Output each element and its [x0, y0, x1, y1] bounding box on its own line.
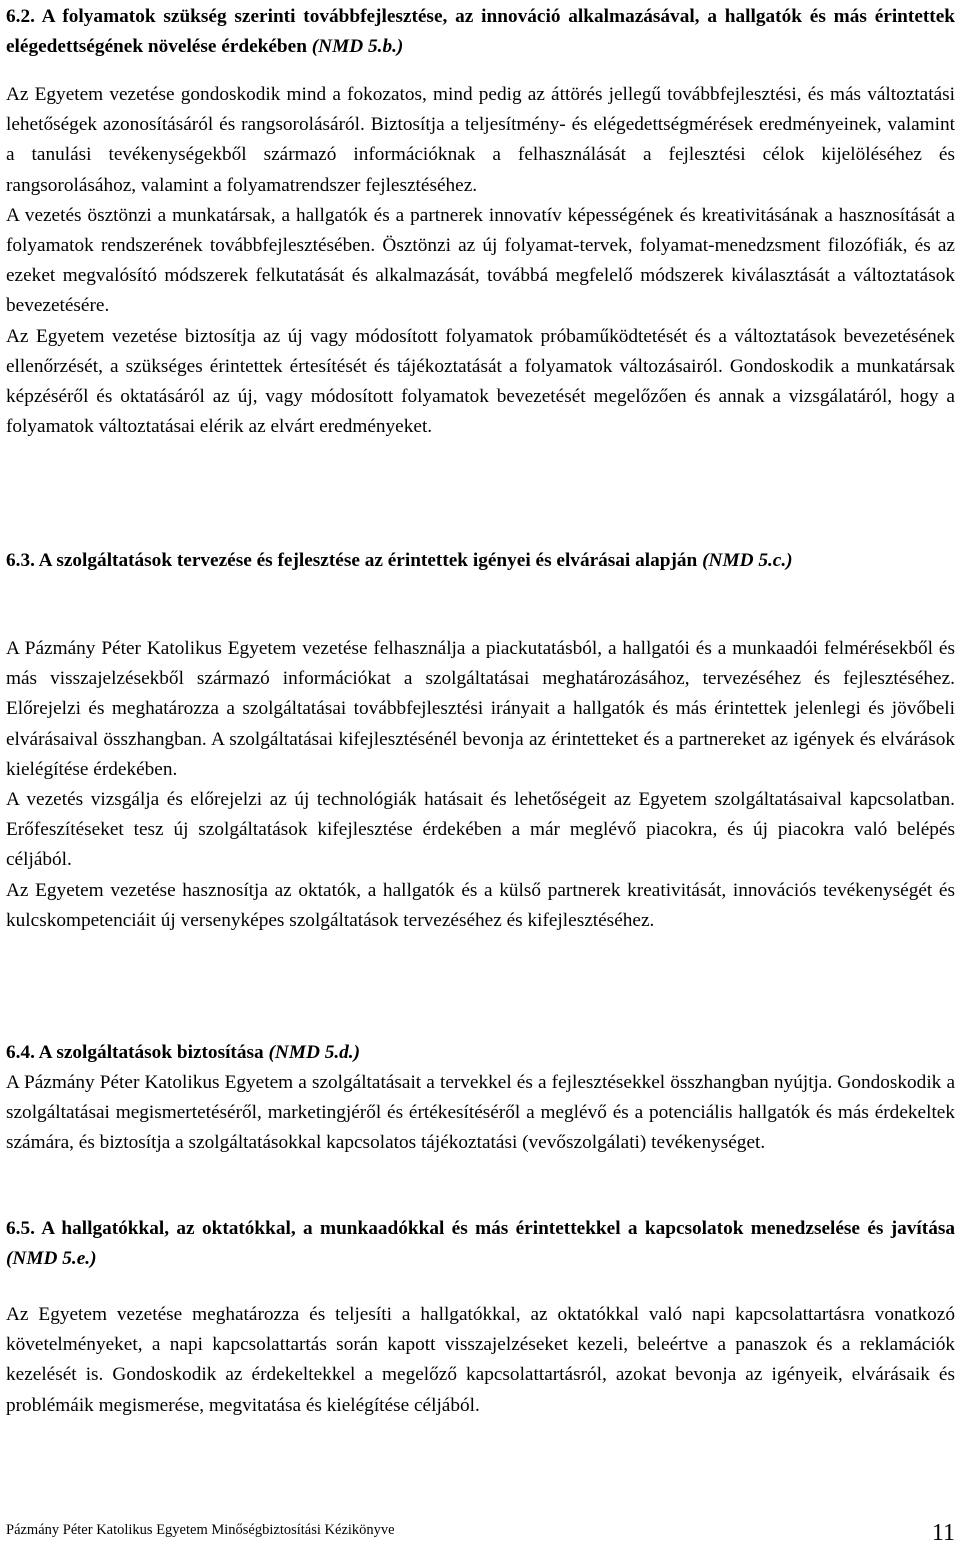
heading-ref: (NMD 5.d.)	[268, 1042, 361, 1063]
heading-ref: (NMD 5.e.)	[6, 1248, 97, 1270]
paragraph: Az Egyetem vezetése biztosítja az új vagy módosított folyamatok próbaműködtetését és a változtatások bevezetésének ellenőrzését, a szükséges érintettek értesítését és tájékoztatását a folyamatok változásairól. Gondoskodik a munkatársak képzéséről és oktatásáról az új, vagy módosított folyamatok bevezetését megelőzően és annak a vizsgálatáról, hogy a folyamatok változtatásai elérik az elvárt eredményeket.	[6, 325, 955, 438]
footer-title: Pázmány Péter Katolikus Egyetem Minőségbiztosítási Kézikönyve	[6, 1522, 395, 1538]
paragraph: Az Egyetem vezetése gondoskodik mind a fokozatos, mind pedig az áttörés jellegű továbbfejlesztési, és más változtatási lehetőségek azonosításáról és rangsorolásáról. Biztosítja a teljesítmény- és elégedettségmérések eredményeinek, valamint a tanulási tevékenységekből származó információknak a felhasználását a fejlesztési célok kijelöléséhez és rangsorolásához, valamint a folyamatrendszer fejlesztéséhez.	[6, 84, 955, 196]
paragraph: Az Egyetem vezetése meghatározza és teljesíti a hallgatókkal, az oktatókkal való napi kapcsolattartásra vonatkozó követelményeket, a napi kapcsolattartás során kapott visszajelzéseket kezeli, beleértve a panaszok és a reklamációk kezelését is. Gondoskodik az érdekeltekkel a megelőző kapcsolattartásról, azokat bevonja az igényeik, elvárásaik és problémáik megismerése, megvitatása és kielégítése céljából.	[6, 1304, 955, 1416]
section-heading	[6, 1214, 955, 1274]
paragraph: Az Egyetem vezetése hasznosítja az oktatók, a hallgatók és a külső partnerek kreativitását, innovációs tevékenységét és kulcskompetenciáit új versenyképes szolgáltatások tervezéséhez és kifejlesztéséhez.	[6, 879, 955, 931]
section-6-5-body	[6, 1300, 955, 1421]
heading-ref: (NMD 5.c.)	[702, 550, 793, 571]
section-6-2	[6, 2, 955, 62]
section-6-3	[6, 546, 955, 576]
section-heading	[6, 1038, 955, 1068]
section-6-4	[6, 1038, 955, 1068]
paragraph: A Pázmány Péter Katolikus Egyetem a szolgáltatásait a tervekkel és a fejlesztésekkel összhangban nyújtja. Gondoskodik a szolgáltatásai megismertetéséről, marketingjéről és értékesítéséről a meglévő és a potenciális hallgatók és más érdekeltek számára, és biztosítja a szolgáltatásokkal kapcsolatos tájékoztatási (vevőszolgálati) tevékenységet.	[6, 1072, 955, 1154]
heading-text: 6.2. A folyamatok szükség szerinti továbbfejlesztése, az innováció alkalmazásával, a hallgatók és más érintettek elégedettségének növelése érdekében	[6, 6, 955, 58]
paragraph: A vezetés vizsgálja és előrejelzi az új technológiák hatásait és lehetőségeit az Egyetem szolgáltatásaival kapcsolatban. Erőfeszítéseket tesz új szolgáltatások kifejlesztése érdekében a már meglévő piacokra, és új piacokra való belépés céljából.	[6, 789, 955, 871]
section-6-2-body	[6, 80, 955, 442]
heading-text: 6.3. A szolgáltatások tervezése és fejlesztése az érintettek igényei és elvárásai alapján	[6, 550, 698, 571]
heading-text: 6.5. A hallgatókkal, az oktatókkal, a munkaadókkal és más érintettekkel a kapcsolatok menedzselése és javítása	[6, 1218, 955, 1239]
section-6-3-body	[6, 634, 955, 936]
section-heading	[6, 546, 955, 576]
section-6-4-body	[6, 1068, 955, 1159]
page-number: 11	[931, 1520, 955, 1546]
heading-text: 6.4. A szolgáltatások biztosítása	[6, 1042, 264, 1063]
section-6-5	[6, 1214, 955, 1274]
page-footer	[6, 1517, 955, 1547]
section-heading	[6, 2, 955, 62]
paragraph: A vezetés ösztönzi a munkatársak, a hallgatók és a partnerek innovatív képességének és kreativitásának a hasznosítását a folyamatok rendszerének továbbfejlesztésében. Ösztönzi az új folyamat-tervek, folyamat-menedzsment filozófiák, és az ezeket megvalósító módszerek felkutatását és alkalmazását, továbbá megfelelő módszerek kiválasztását a változtatások bevezetésére.	[6, 204, 955, 317]
paragraph: A Pázmány Péter Katolikus Egyetem vezetése felhasználja a piackutatásból, a hallgatói és a munkaadói felmérésekből és más visszajelzésekből származó információkat a szolgáltatásai meghatározásához, tervezéséhez és fejlesztéséhez. Előrejelzi és meghatározza a szolgáltatásai továbbfejlesztési irányait a hallgatók és más érintettek jelenlegi és jövőbeli elvárásaival összhangban. A szolgáltatásai kifejlesztésénél bevonja az érintetteket és a partnereket az igények és elvárások kielégítése érdekében.	[6, 638, 955, 780]
heading-ref: (NMD 5.b.)	[311, 36, 404, 58]
